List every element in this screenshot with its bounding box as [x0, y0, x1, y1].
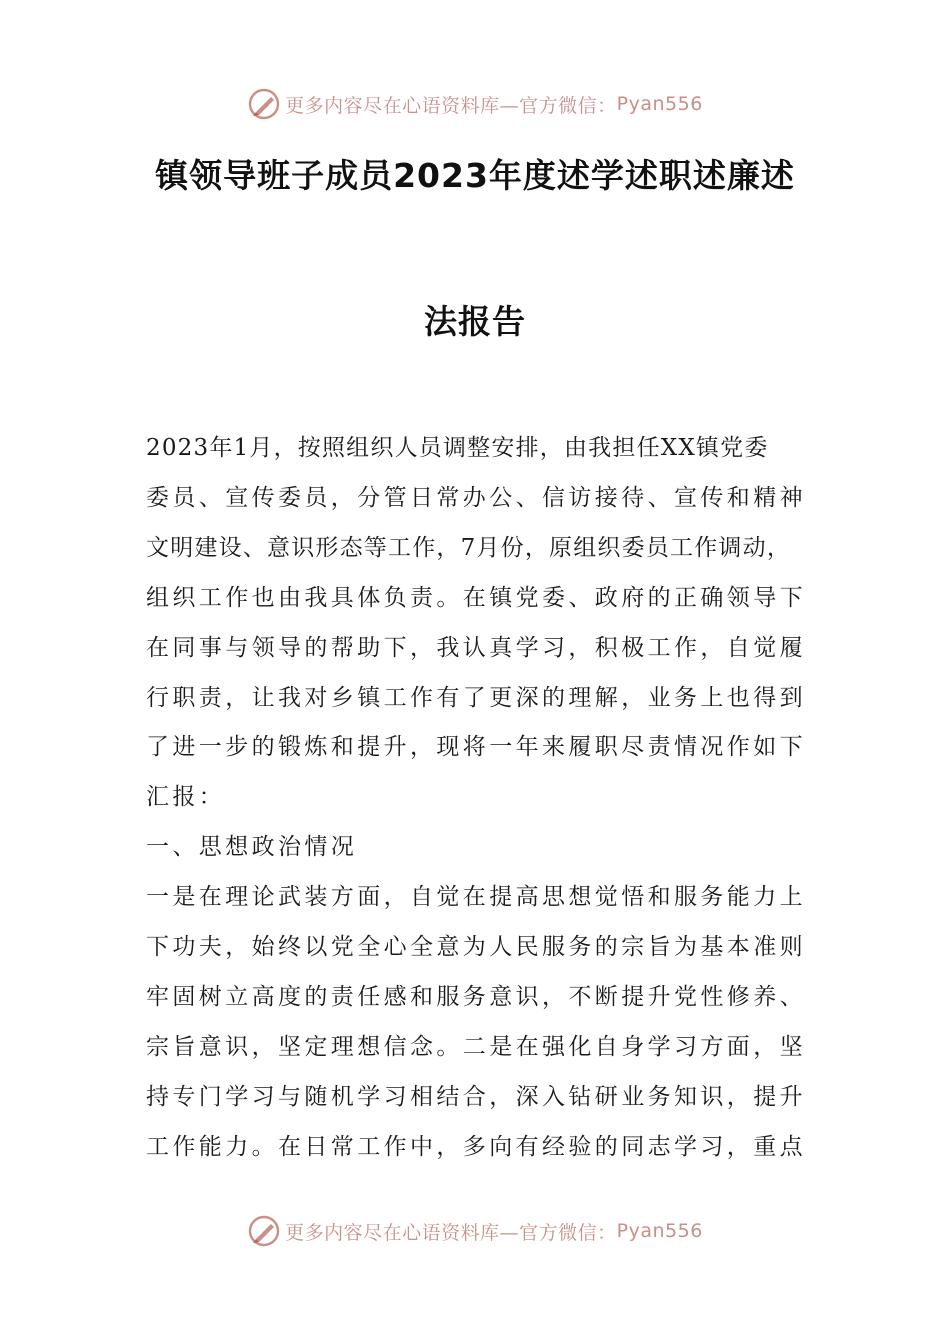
body-line-7: 了进一步的锻炼和提升，现将一年来履职尽责情况作如下 [146, 734, 806, 761]
body-line-8: 汇报： [146, 784, 226, 811]
watermark-top-text: 更多内容尽在心语资料库—官方微信： [285, 94, 617, 117]
body-line-10: 一是在理论武装方面，自觉在提高思想觉悟和服务能力上 [146, 884, 806, 911]
body-line-1: 2023年1月，按照组织人员调整安排，由我担任XX镇党委 [146, 435, 769, 461]
body-line-15: 工作能力。在日常工作中，多向有经验的同志学习，重点 [146, 1133, 806, 1160]
document-body [146, 424, 810, 1173]
watermark-banner-top [0, 84, 950, 124]
body-line-11: 下功夫，始终以党全心全意为人民服务的宗旨为基本准则 [146, 934, 806, 961]
watermark-banner-bottom [0, 1211, 950, 1251]
section-heading-1: 一、思想政治情况 [146, 834, 358, 861]
watermark-top-wechat-id: Pyan556 [616, 93, 703, 115]
body-line-6: 行职责，让我对乡镇工作有了更深的理解，业务上也得到 [146, 684, 806, 711]
pen-logo-icon [247, 87, 281, 121]
pen-logo-icon [247, 1214, 281, 1248]
body-line-13: 宗旨意识，坚定理想信念。二是在强化自身学习方面，坚 [146, 1033, 806, 1060]
body-line-5: 在同事与领导的帮助下，我认真学习，积极工作，自觉履 [146, 634, 806, 661]
watermark-bottom-text: 更多内容尽在心语资料库—官方微信： [285, 1221, 617, 1244]
body-line-2: 委员、宣传委员，分管日常办公、信访接待、宣传和精神 [146, 484, 806, 511]
body-line-12: 牢固树立高度的责任感和服务意识，不断提升党性修养、 [146, 983, 806, 1010]
document-title-line-1: 镇领导班子成员2023年度述学述职述廉述 [155, 156, 795, 195]
body-line-14: 持专门学习与随机学习相结合，深入钻研业务知识，提升 [146, 1083, 806, 1110]
watermark-bottom-wechat-id: Pyan556 [616, 1220, 703, 1242]
body-line-3: 文明建设、意识形态等工作，7月份，原组织委员工作调动， [146, 534, 792, 561]
document-title-line-2: 法报告 [424, 302, 526, 341]
body-line-4: 组织工作也由我具体负责。在镇党委、政府的正确领导下 [146, 584, 806, 611]
